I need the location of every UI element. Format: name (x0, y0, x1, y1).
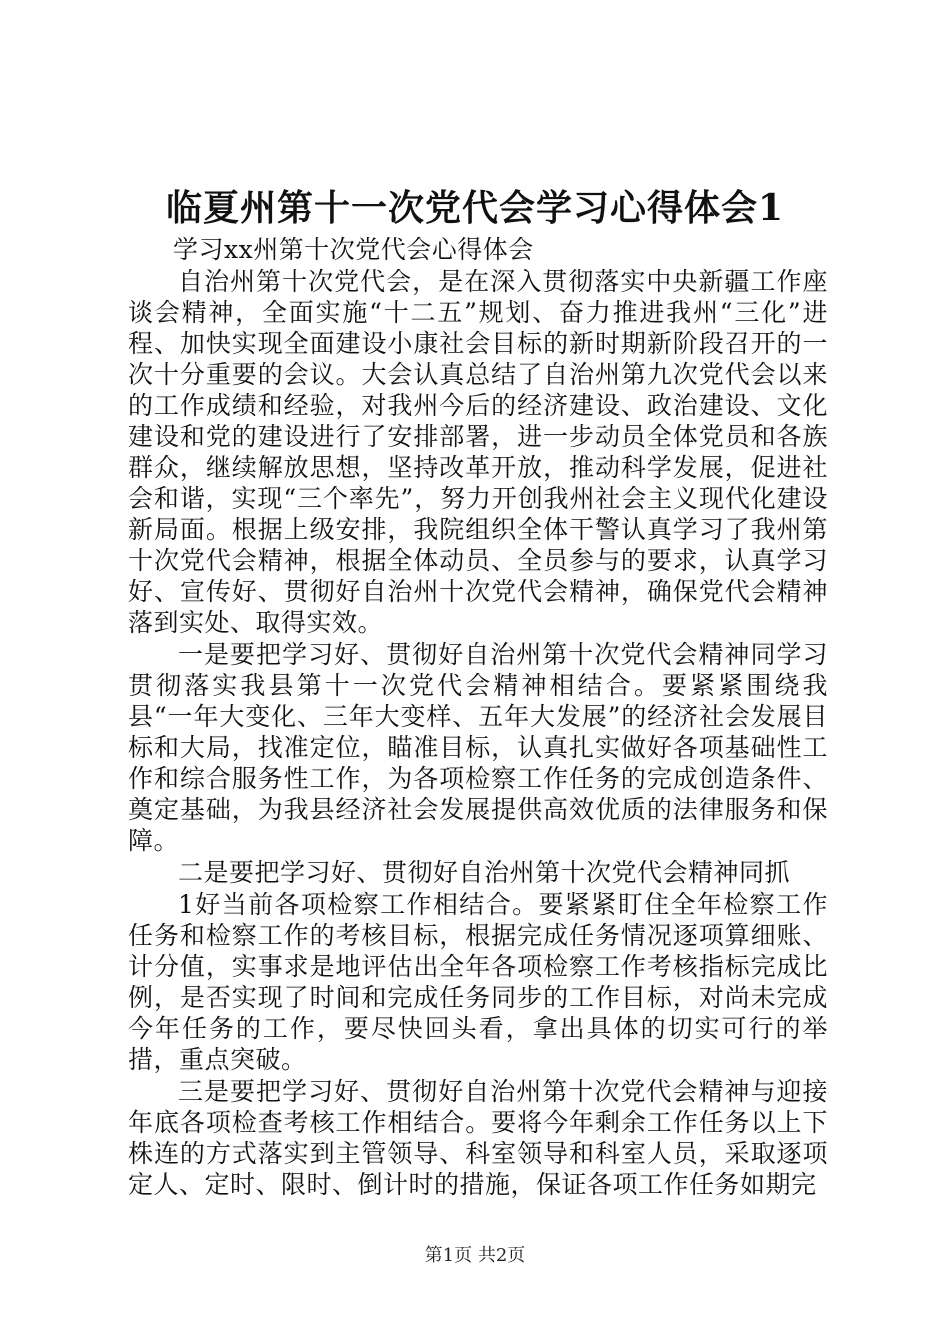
document-subtitle: 学习xx州第十次党代会心得体会 (173, 235, 534, 264)
page-number-footer: 第1页 共2页 (424, 1245, 526, 1266)
paragraph-point-two-continued: 1好当前各项检察工作相结合。要紧紧盯住全年检察工作任务和检察工作的考核目标，根据完成任务情况逐项算细账、计分值，实事求是地评估出全年各项检察工作考核指标完成比例，是否实现了时间和完成任务同步的工作目标，对尚未完成今年任务的工作，要尽快回头看，拿出具体的切实可行的举措，重点突破。 (128, 890, 828, 1074)
paragraph-point-one: 一是要把学习好、贯彻好自治州第十次党代会精神同学习贯彻落实我县第十一次党代会精神相结合。要紧紧围绕我县“一年大变化、三年大变样、五年大发展”的经济社会发展目标和大局，找准定位，瞄准目标，认真扎实做好各项基础性工作和综合服务性工作，为各项检察工作任务的完成创造条件、奠定基础，为我县经济社会发展提供高效优质的法律服务和保障。 (128, 640, 828, 855)
paragraph-intro: 自治州第十次党代会，是在深入贯彻落实中央新疆工作座谈会精神，全面实施“十二五”规划、奋力推进我州“三化”进程、加快实现全面建设小康社会目标的新时期新阶段召开的一次十分重要的会议。大会认真总结了自治州第九次党代会以来的工作成绩和经验，对我州今后的经济建设、政治建设、文化建设和党的建设进行了安排部署，进一步动员全体党员和各族群众，继续解放思想，坚持改革开放，推动科学发展，促进社会和谐，实现“三个率先”，努力开创我州社会主义现代化建设新局面。根据上级安排，我院组织全体干警认真学习了我州第十次党代会精神，根据全体动员、全员参与的要求，认真学习好、宣传好、贯彻好自治州十次党代会精神，确保党代会精神落到实处、取得实效。 (128, 267, 828, 637)
paragraph-point-three: 三是要把学习好、贯彻好自治州第十次党代会精神与迎接年底各项检查考核工作相结合。要将今年剩余工作任务以上下株连的方式落实到主管领导、科室领导和科室人员，采取逐项定人、定时、限时、倒计时的措施，保证各项工作任务如期完 (128, 1077, 828, 1199)
paragraph-point-two-start: 二是要把学习好、贯彻好自治州第十次党代会精神同抓 (178, 858, 791, 887)
document-body (128, 234, 828, 1200)
document-title: 临夏州第十一次党代会学习心得体会1 (165, 187, 785, 229)
